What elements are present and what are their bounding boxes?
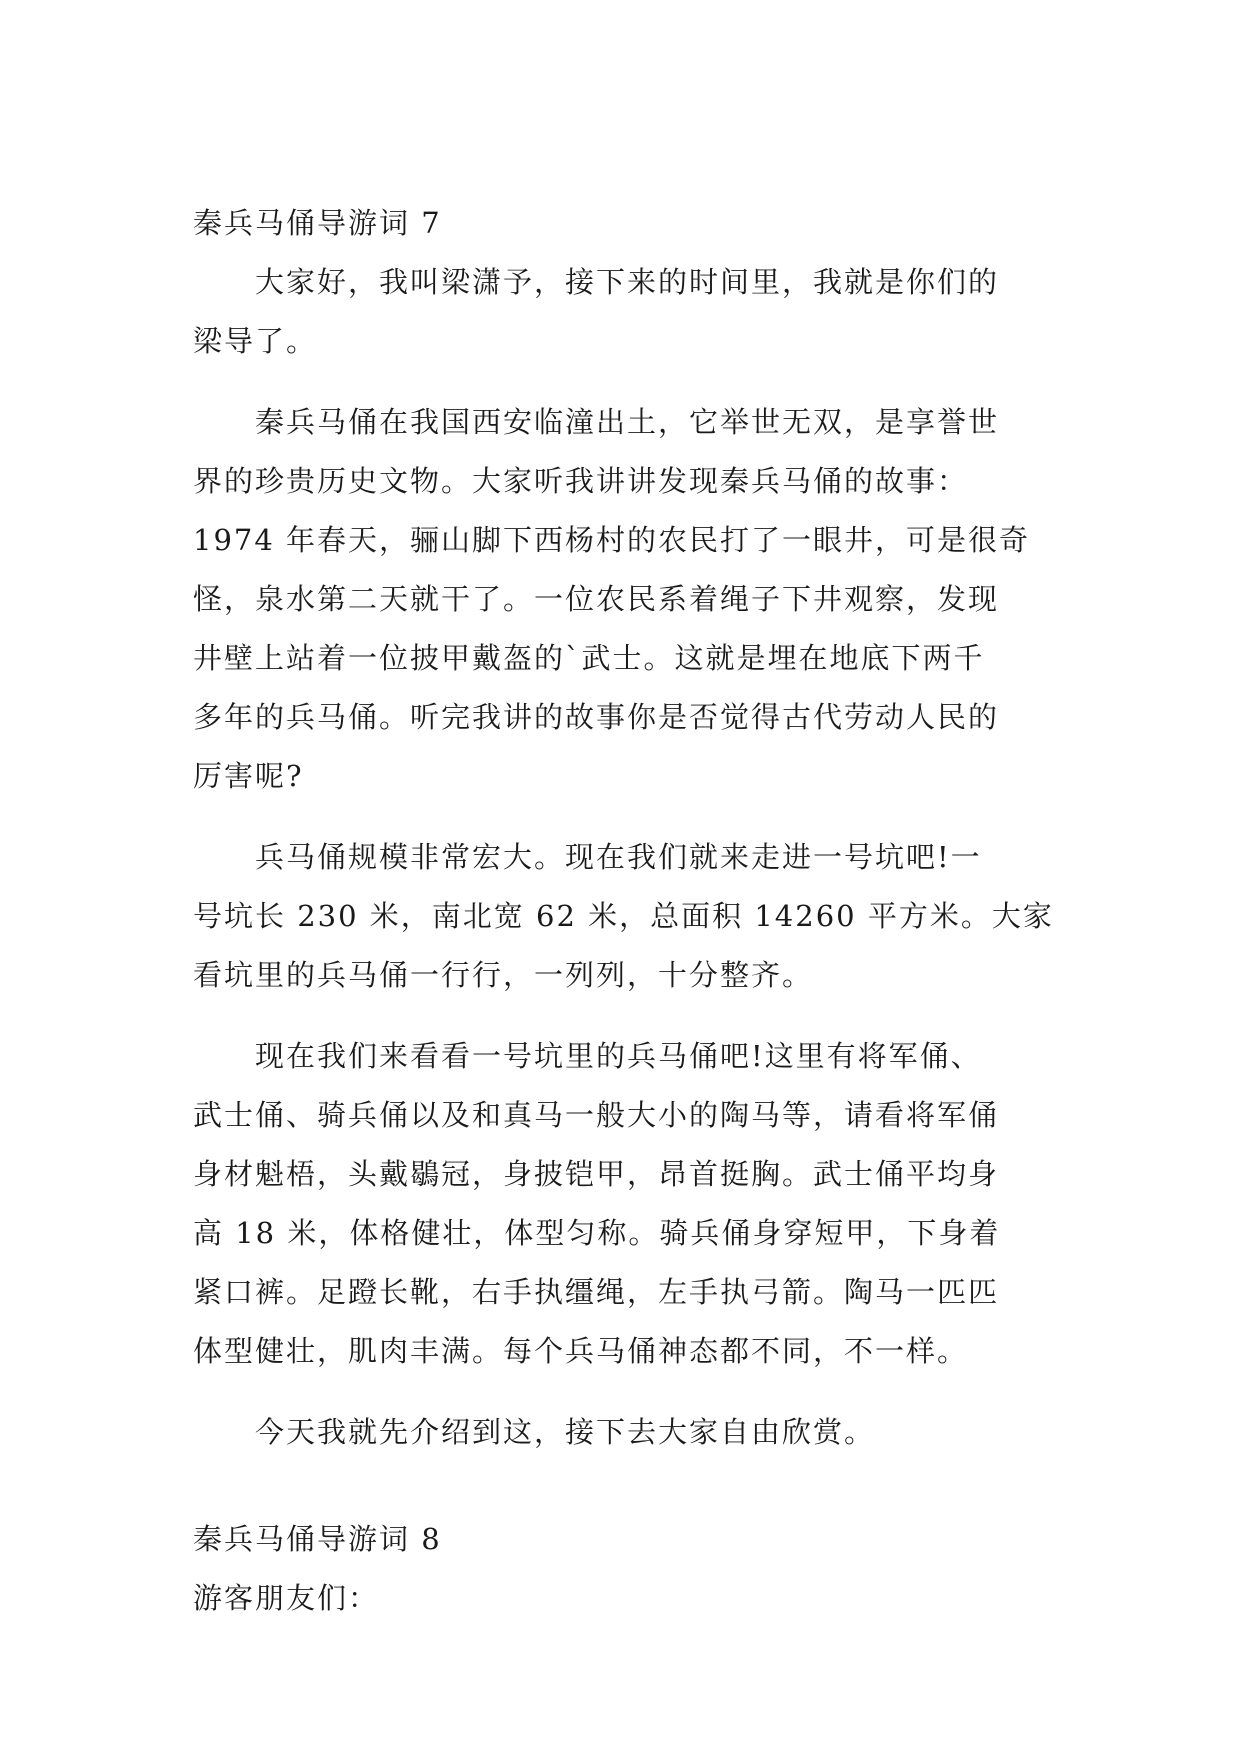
- paragraph-line: 怪，泉水第二天就干了。一位农民系着绳子下井观察，发现: [193, 582, 1000, 616]
- paragraph-line: 厉害呢?: [193, 759, 304, 793]
- paragraph-line: 井壁上站着一位披甲戴盔的`武士。这就是埋在地底下两千: [193, 641, 985, 675]
- paragraph-line: 号坑长 230 米，南北宽 62 米，总面积 14260 平方米。大家: [193, 899, 1054, 933]
- paragraph-line: 游客朋友们：: [193, 1581, 380, 1615]
- paragraph-line: 高 18 米，体格健壮，体型匀称。骑兵俑身穿短甲，下身着: [193, 1216, 1001, 1250]
- paragraph-line: 多年的兵马俑。听完我讲的故事你是否觉得古代劳动人民的: [193, 700, 1000, 734]
- paragraph-line: 秦兵马俑在我国西安临潼出土，它举世无双，是享誉世: [255, 405, 1000, 439]
- paragraph-line: 1974 年春天，骊山脚下西杨村的农民打了一眼井，可是很奇: [193, 523, 1031, 557]
- paragraph-line: 体型健壮，肌肉丰满。每个兵马俑神态都不同，不一样。: [193, 1334, 969, 1368]
- paragraph-line: 界的珍贵历史文物。大家听我讲讲发现秦兵马俑的故事：: [193, 464, 969, 498]
- paragraph-line: 紧口裤。足蹬长靴，右手执缰绳，左手执弓箭。陶马一匹匹: [193, 1275, 1000, 1309]
- paragraph-line: 大家好，我叫梁潇予，接下来的时间里，我就是你们的: [255, 265, 1000, 299]
- paragraph-line: 兵马俑规模非常宏大。现在我们就来走进一号坑吧!一: [255, 840, 982, 874]
- paragraph-line: 看坑里的兵马俑一行行，一列列，十分整齐。: [193, 958, 814, 992]
- paragraph-gap: [193, 1381, 1053, 1403]
- document-body: [193, 194, 1053, 1628]
- section-title-8: 秦兵马俑导游词 8: [193, 1522, 442, 1556]
- paragraph-line: 梁导了。: [193, 324, 318, 358]
- paragraph-line: 今天我就先介绍到这，接下去大家自由欣赏。: [255, 1415, 876, 1449]
- section-gap: [193, 1462, 1053, 1510]
- paragraph-gap: [193, 806, 1053, 828]
- paragraph-gap: [193, 371, 1053, 393]
- paragraph-line: 现在我们来看看一号坑里的兵马俑吧!这里有将军俑、: [255, 1039, 982, 1073]
- paragraph-gap: [193, 1005, 1053, 1027]
- section-title-7: 秦兵马俑导游词 7: [193, 206, 442, 240]
- paragraph-line: 武士俑、骑兵俑以及和真马一般大小的陶马等，请看将军俑: [193, 1098, 1000, 1132]
- paragraph-line: 身材魁梧，头戴鶡冠，身披铠甲，昂首挺胸。武士俑平均身: [193, 1157, 1000, 1191]
